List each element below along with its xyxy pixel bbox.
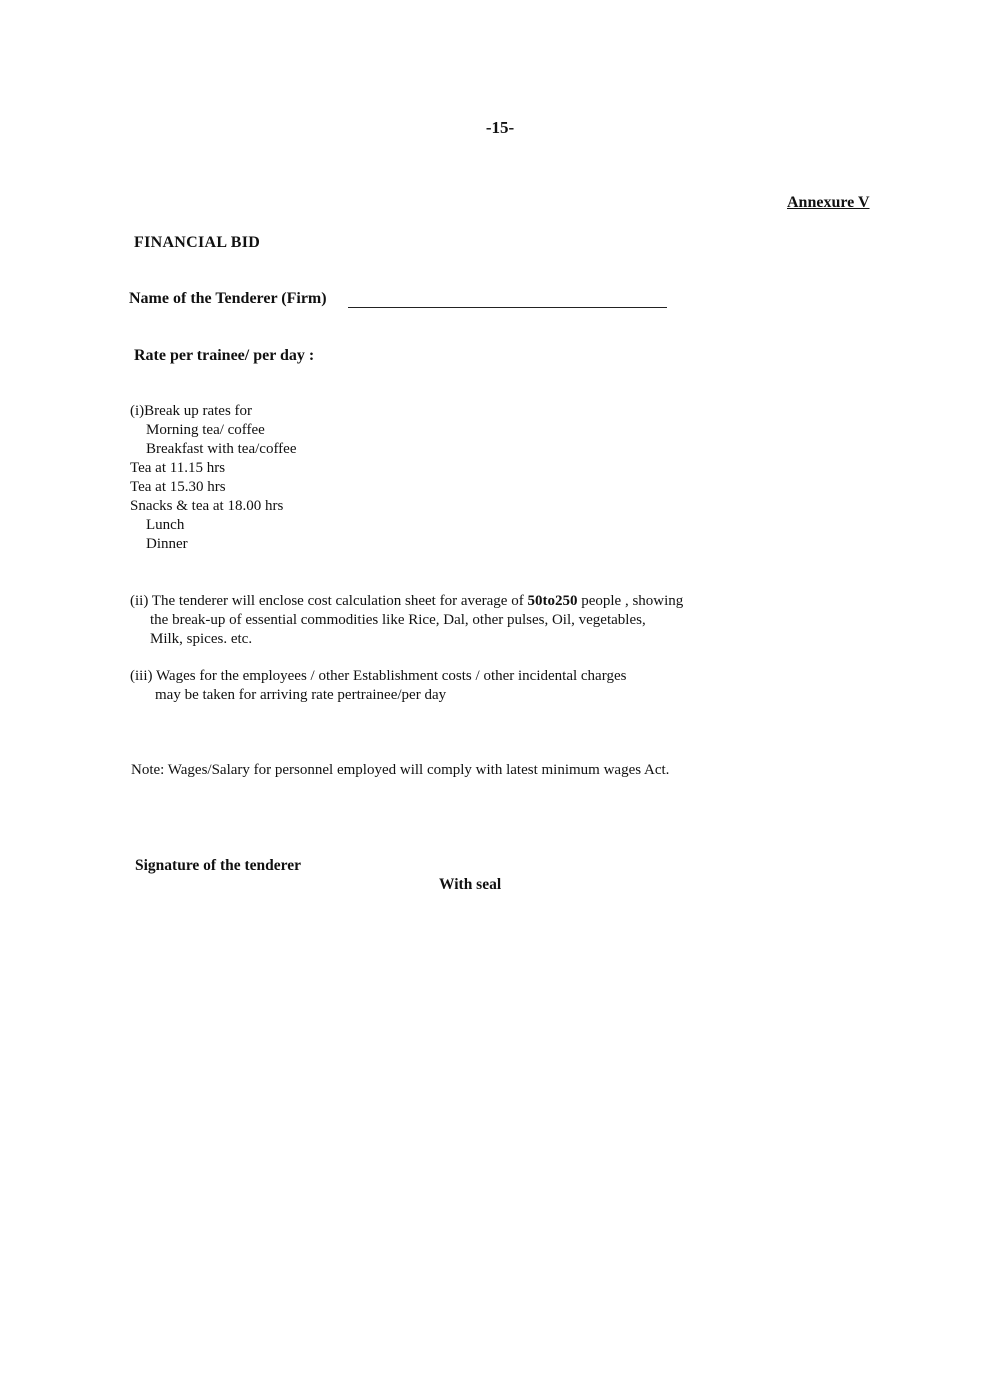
rate-heading: Rate per trainee/ per day : [134, 347, 315, 364]
breakup-item: Snacks & tea at 18.00 hrs [130, 498, 284, 514]
breakup-item: Lunch [146, 517, 185, 533]
page-title: FINANCIAL BID [134, 234, 261, 251]
note-text: Note: Wages/Salary for personnel employed will comply with latest minimum wages Act. [131, 762, 670, 778]
breakup-item: Morning tea/ coffee [146, 422, 265, 438]
para-ii-text: people , showing [577, 593, 684, 609]
tenderer-name-blank-line [348, 307, 667, 308]
para-ii-text: (ii) The tenderer will enclose cost calculation sheet for average of [130, 593, 528, 609]
breakup-heading: (i)Break up rates for [130, 403, 253, 419]
tenderer-name-label: Name of the Tenderer (Firm) [129, 290, 327, 307]
breakup-item: Tea at 15.30 hrs [130, 479, 226, 495]
people-range: 50to250 [527, 593, 578, 609]
page-number: -15- [485, 118, 515, 137]
breakup-item: Breakfast with tea/coffee [146, 441, 297, 457]
para-ii-line-2: the break-up of essential commodities like Rice, Dal, other pulses, Oil, vegetables, [150, 612, 646, 628]
annexure-label: Annexure V [787, 194, 870, 211]
signature-label: Signature of the tenderer [135, 857, 302, 874]
breakup-item: Dinner [146, 536, 188, 552]
para-iii-line-1: (iii) Wages for the employees / other Establishment costs / other incidental charges [130, 668, 627, 684]
breakup-item: Tea at 11.15 hrs [130, 460, 226, 476]
seal-label: With seal [439, 876, 502, 893]
para-iii-line-2: may be taken for arriving rate pertrainee/per day [155, 687, 447, 703]
para-ii-line-3: Milk, spices. etc. [150, 631, 253, 647]
para-ii-line-1 [130, 592, 683, 612]
